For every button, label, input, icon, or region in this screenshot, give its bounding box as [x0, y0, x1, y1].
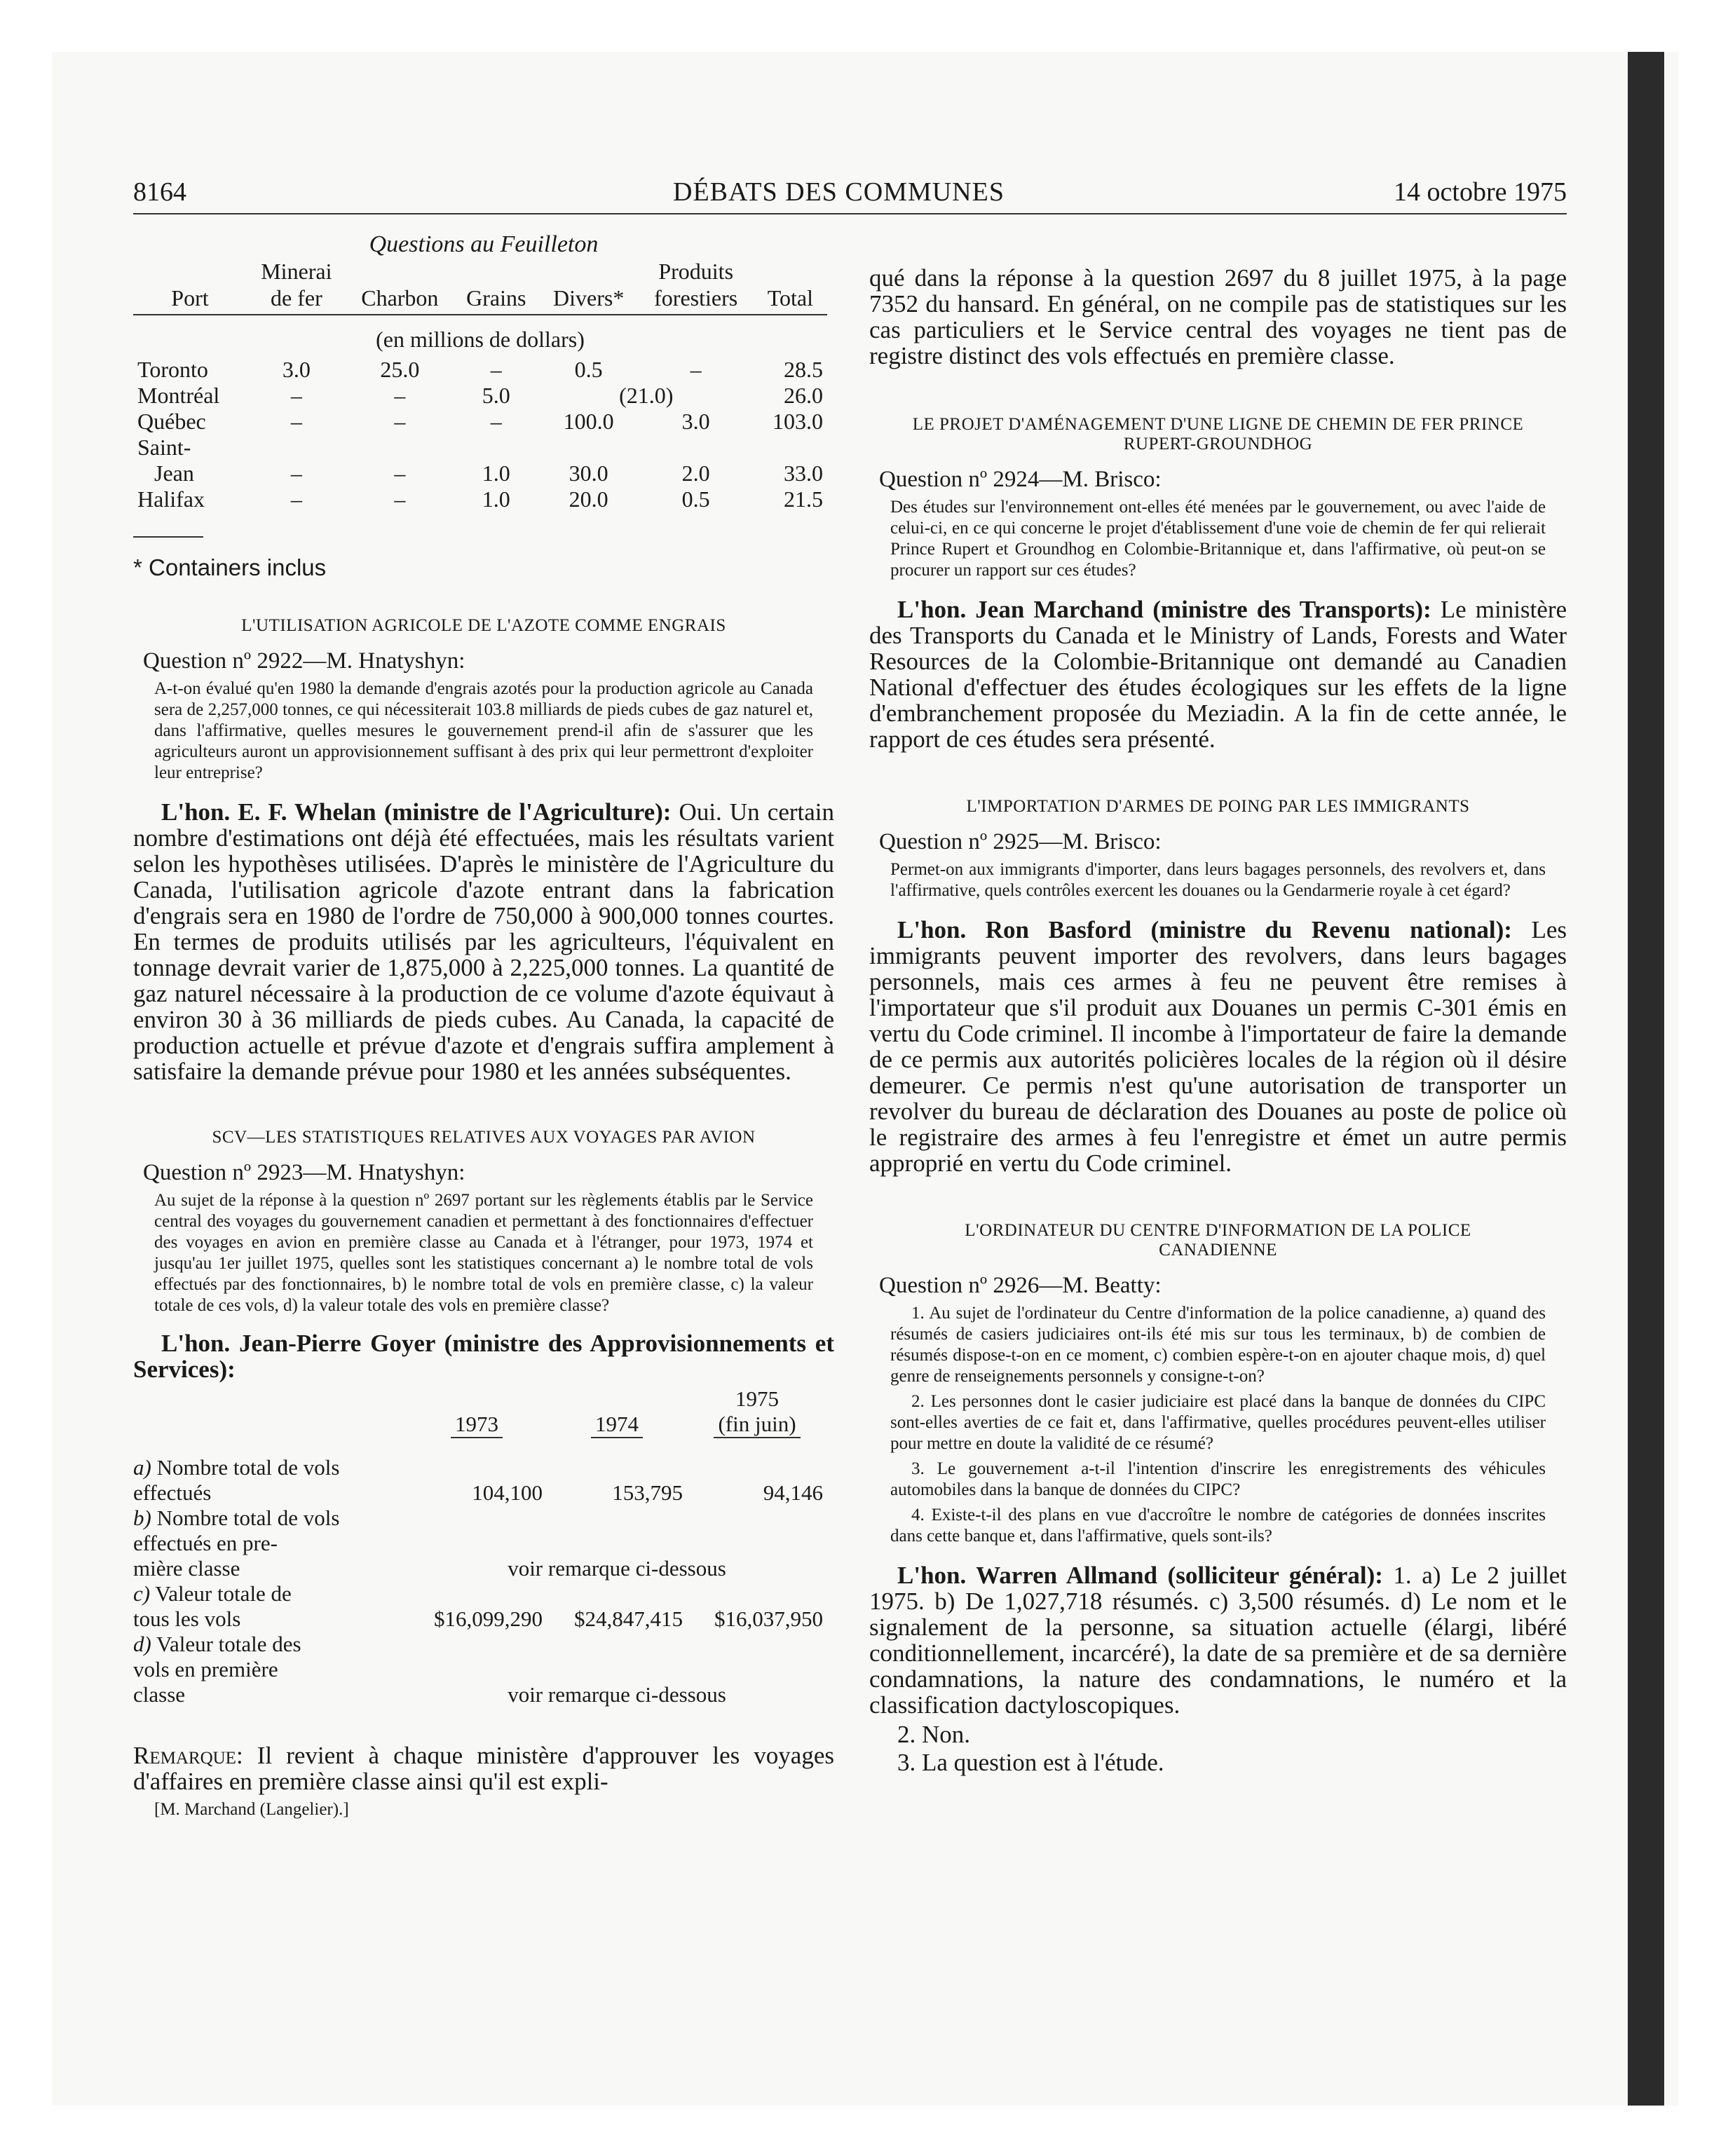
cell-misc: 0.5	[574, 357, 603, 382]
table-row	[133, 435, 827, 460]
row-label: Valeur totale de	[155, 1581, 292, 1606]
right-column	[869, 265, 1567, 1777]
speaker-reference: [M. Marchand (Langelier).]	[154, 1800, 349, 1819]
table-row	[133, 1506, 827, 1531]
cell-ore: –	[290, 486, 302, 512]
table-unit: (en millions de dollars)	[376, 327, 585, 352]
col-port: Port	[133, 285, 247, 315]
footnote-rule	[133, 536, 203, 538]
answer-text: Le ministère des Transports du Canada et le Ministry of Lands, Forests and Water Resources de la Colombie-Britannique ont demandé au Canadien National d'effectuer des études écologiques sur les effets de la ligne d'embranchement proposée du Meziadin. A la fin de cette année, le rapport de ces études sera présenté.	[869, 596, 1567, 753]
cell-coal: 25.0	[380, 357, 420, 382]
cell-coal: –	[394, 486, 406, 512]
section-title: LE PROJET D'AMÉNAGEMENT D'UNE LIGNE DE CHEMIN DE FER PRINCE RUPERT-GROUNDHOG	[912, 415, 1524, 453]
table-row	[133, 1632, 827, 1657]
remark-label: Remarque:	[133, 1742, 243, 1769]
row-label: Nombre total de vols	[156, 1455, 340, 1480]
question-item: 2. Les personnes dont le casier judiciaire est placé dans la banque de données du CIPC sont-elles averties de ce fait et, dans l'affirmative, quelles procédures peuvent-elles utiliser pour mettre en doute la validité de ce résumé?	[890, 1392, 1546, 1453]
table-row	[133, 409, 827, 435]
travel-stats-table	[133, 1386, 827, 1707]
cell-grains: 1.0	[482, 486, 510, 512]
cell-forest: 2.0	[681, 460, 710, 486]
cell-1973: 104,100	[472, 1480, 543, 1505]
question-item: 3. Le gouvernement a-t-il l'intention d'inscrire les enregistrements des véhicules automobiles dans la banque de données du CIPC?	[890, 1459, 1546, 1499]
year-1974: 1974	[591, 1412, 643, 1438]
answer-speaker: L'hon. Jean Marchand (ministre des Transports):	[897, 596, 1431, 623]
section-title: SCV—LES STATISTIQUES RELATIVES AUX VOYAGES PAR AVION	[212, 1128, 756, 1147]
cell-coal: –	[394, 409, 406, 434]
answer-speaker: L'hon. E. F. Whelan (ministre de l'Agriculture):	[161, 798, 672, 826]
cell-total: 28.5	[784, 357, 823, 382]
cell-port: Montréal	[137, 383, 220, 408]
row-label: Valeur totale des	[156, 1632, 301, 1656]
cell-total: 103.0	[773, 409, 823, 434]
cell-forest: 0.5	[681, 486, 710, 512]
row-letter: a)	[133, 1455, 151, 1480]
year-1975-label: 1975	[735, 1386, 779, 1411]
table-row	[133, 357, 827, 383]
cell-port: Québec	[137, 409, 206, 434]
cell-ore: –	[290, 460, 302, 486]
question-item: 4. Existe-t-il des plans en vue d'accroître le nombre de catégories de données inscrites dans cette banque et, dans l'affirmative, quels sont-ils?	[890, 1506, 1546, 1546]
table-row	[133, 1606, 827, 1632]
question-text: A-t-on évalué qu'en 1980 la demande d'engrais azotés pour la production agricole au Canada sera de 2,257,000 tonnes, ce qui nécessiterait 103.8 milliards de pieds cubes de gaz naturel et, dans l'affirmative, quelles mesures le gouvernement prend-il afin de s'assurer que les agriculteurs auront un approvisionnement suffisant à des prix qui leur permettront d'exploiter leur entreprise?	[154, 679, 813, 782]
cell-coal: –	[394, 383, 406, 408]
question-heading: Question nº 2925—M. Brisco:	[879, 829, 1162, 854]
remark-text: Il revient à chaque ministère d'approuver les voyages d'affaires en première classe ainsi qu'il est expli-	[133, 1742, 834, 1795]
answer-paragraph	[133, 799, 834, 1084]
row-label-cont: effectués	[133, 1480, 212, 1505]
cell-1973: $16,099,290	[434, 1606, 543, 1631]
answer-text: Oui. Un certain nombre d'estimations ont déjà été effectuées, mais les résultats varient selon les hypothèses utilisées. D'après le ministère de l'Agriculture du Canada, l'utilisation agricole d'azote entrant dans la fabrication d'engrais sera en 1980 de l'ordre de 750,000 à 900,000 tonnes courtes. En termes de produits utilisés par les agriculteurs, l'équivalent en tonnage devrait varier de 1,875,000 à 2,225,000 tonnes. La quantité de gaz naturel nécessaire à la production de ce volume d'azote équivaut à environ 30 à 36 milliards de pieds cubes. Au Canada, la capacité de production actuelle et prévue d'azote et d'engrais suffira amplement à satisfaire la demande prévue pour 1980 et les années subséquentes.	[133, 798, 834, 1085]
cell-1974: $24,847,415	[574, 1606, 683, 1631]
cell-ore: –	[290, 383, 302, 408]
ports-table	[133, 258, 827, 512]
year-1975-note: (fin juin)	[714, 1412, 800, 1438]
question-text: Permet-on aux immigrants d'importer, dans leurs bagages personnels, des revolvers et, dans l'affirmative, quels contrôles exercent les douanes ou la Gendarmerie royale à cet égard?	[890, 860, 1546, 900]
table-footnote: * Containers inclus	[133, 554, 327, 580]
cell-total: 33.0	[784, 460, 823, 486]
col-coal: Charbon	[346, 285, 454, 315]
col-ore: de fer	[247, 285, 346, 315]
row-label-cont: effectués en pre-	[133, 1531, 278, 1555]
section-title: L'ORDINATEUR DU CENTRE D'INFORMATION DE LA POLICE CANADIENNE	[965, 1221, 1471, 1260]
row-letter: d)	[133, 1632, 151, 1656]
row-note: voir remarque ci-dessous	[508, 1556, 726, 1581]
cell-forest: 3.0	[681, 409, 710, 434]
answer-text: Les immigrants peuvent importer des revolvers, dans leurs bagages personnels, mais ces armes à feu ne peuvent être remises à l'importateur que s'il produit aux Douanes un permis C-301 émis en vertu du Code criminel. Il incombe à l'importateur de faire la demande de ce permis aux autorités policières locales de la région où il désire demeurer. Ce permis n'est qu'une autorisation de transporter un revolver du bureau de déclaration des Douanes au poste de police où le registraire des armes à feu l'enregistre et émet un autre permis approprié en vertu du Code criminel.	[869, 916, 1567, 1177]
cell-grains: 1.0	[482, 460, 510, 486]
col-forest-top: Produits	[658, 259, 734, 284]
page-number: 8164	[133, 177, 186, 207]
answer-paragraph	[869, 596, 1567, 752]
section-title: L'UTILISATION AGRICOLE DE L'AZOTE COMME ENGRAIS	[241, 616, 726, 635]
cell-misc-forest: (21.0)	[619, 383, 674, 408]
col-ore-top: Minerai	[261, 259, 332, 284]
question-text: Des études sur l'environnement ont-elles été menées par le gouvernement, ou avec l'aide de celui-ci, en ce qui concerne le projet d'établissement d'une voie de chemin de fer qui relierait Prince Rupert et Groundhog en Colombie-Britannique et, dans l'affirmative, où peut-on se procurer un rapport sur ces études?	[890, 498, 1546, 580]
row-letter: c)	[133, 1581, 151, 1606]
row-letter: b)	[133, 1506, 151, 1530]
answer-text: 1. a) Le 2 juillet 1975. b) De 1,027,718 résumés. c) 3,500 résumés. d) Le nom et le signalement de la personne, sa situation actuelle (élargi, libéré conditionnellement, incarcéré), la date de sa première et de sa dernière condamnations, la nature des condamnations, le numéro et la classification dactyloscopiques.	[869, 1562, 1567, 1719]
answer-paragraph	[133, 1330, 834, 1382]
cell-coal: –	[394, 460, 406, 486]
cell-port: Toronto	[137, 357, 208, 382]
table-row	[133, 1682, 827, 1707]
cell-forest: –	[690, 357, 702, 382]
scan-edge	[1628, 52, 1664, 2106]
year-1973: 1973	[451, 1412, 503, 1438]
cell-grains: 5.0	[482, 383, 510, 408]
cell-ore: –	[290, 409, 302, 434]
answer-speaker: L'hon. Jean-Pierre Goyer (ministre des Approvisionnements et Services):	[133, 1330, 834, 1383]
cell-port: Saint-	[137, 435, 191, 460]
cell-port: Halifax	[137, 486, 205, 512]
question-item: 1. Au sujet de l'ordinateur du Centre d'information de la police canadienne, a) quand des résumés de casiers judiciaires ont-ils été mis sur tous les terminaux, b) de combien de résumés dispose-t-on en ce moment, c) combien espère-t-on en ajouter chaque mois, d) quel genre de renseignements personnels y consigne-t-on?	[890, 1304, 1546, 1386]
question-text: Au sujet de la réponse à la question nº 2697 portant sur les règlements établis par le Service central des voyages du gouvernement canadien et permettant à des fonctionnaires d'effectuer des voyages en avion en première classe au Canada et à l'étranger, pour 1973, 1974 et jusqu'au 1er juillet 1975, quelles sont les statistiques concernant a) le nombre total de vols effectués par des fonctionnaires, b) le nombre total de vols en première classe, c) la valeur totale de ces vols, d) la valeur totale des vols en première classe?	[154, 1191, 813, 1315]
col-grains: Grains	[454, 285, 539, 315]
cell-1974: 153,795	[612, 1480, 683, 1505]
table-row	[133, 383, 827, 409]
table-row	[133, 1581, 827, 1606]
answer-paragraph	[869, 917, 1567, 1176]
cell-total: 26.0	[784, 383, 823, 408]
table-row	[133, 460, 827, 486]
cell-misc: 100.0	[563, 409, 614, 434]
cell-grains: –	[490, 357, 502, 382]
cell-grains: –	[490, 409, 502, 434]
remark-paragraph	[133, 1742, 834, 1794]
table-row	[133, 1480, 827, 1506]
cell-total: 21.5	[784, 486, 823, 512]
row-label-cont: classe	[133, 1682, 186, 1707]
question-heading: Question nº 2926—M. Beatty:	[879, 1273, 1162, 1298]
row-note: voir remarque ci-dessous	[508, 1682, 726, 1707]
col-misc: Divers*	[539, 285, 639, 315]
col-total: Total	[754, 285, 827, 315]
continued-paragraph: qué dans la réponse à la question 2697 du 8 juillet 1975, à la page 7352 du hansard. En général, on ne compile pas de statistiques sur les cas particuliers et le Service central des voyages ne tient pas de registre distinct des vols effectués en première classe.	[869, 264, 1567, 369]
table-caption: Questions au Feuilleton	[369, 231, 599, 257]
question-list	[869, 1303, 1567, 1547]
answer-paragraph	[869, 1562, 1567, 1718]
cell-ore: 3.0	[282, 357, 311, 382]
answer-speaker: L'hon. Warren Allmand (solliciteur général):	[897, 1562, 1383, 1589]
col-forest: forestiers	[639, 285, 754, 315]
cell-misc: 20.0	[569, 486, 608, 512]
row-label-cont: tous les vols	[133, 1606, 241, 1631]
left-column	[133, 231, 834, 1820]
table-row	[133, 1556, 827, 1581]
cell-1975: $16,037,950	[714, 1606, 823, 1631]
cell-port-cont: Jean	[154, 460, 194, 486]
answer-speaker: L'hon. Ron Basford (ministre du Revenu national):	[897, 916, 1512, 943]
table-row	[133, 486, 827, 512]
section-title: L'IMPORTATION D'ARMES DE POING PAR LES IMMIGRANTS	[966, 797, 1470, 816]
publication-title: DÉBATS DES COMMUNES	[673, 177, 1005, 207]
question-heading: Question nº 2923—M. Hnatyshyn:	[143, 1160, 465, 1185]
question-heading: Question nº 2924—M. Brisco:	[879, 467, 1162, 492]
answer-item: 2. Non.	[897, 1721, 971, 1748]
row-label-cont: vols en première	[133, 1657, 278, 1681]
table-row	[133, 1455, 827, 1480]
cell-misc: 30.0	[569, 460, 608, 486]
cell-1975: 94,146	[763, 1480, 823, 1505]
page-header	[133, 175, 1567, 214]
question-heading: Question nº 2922—M. Hnatyshyn:	[143, 648, 465, 674]
page-date: 14 octobre 1975	[1394, 177, 1567, 207]
row-label-cont: mière classe	[133, 1556, 240, 1581]
row-label: Nombre total de vols	[156, 1506, 340, 1530]
answer-item: 3. La question est à l'étude.	[897, 1749, 1164, 1776]
